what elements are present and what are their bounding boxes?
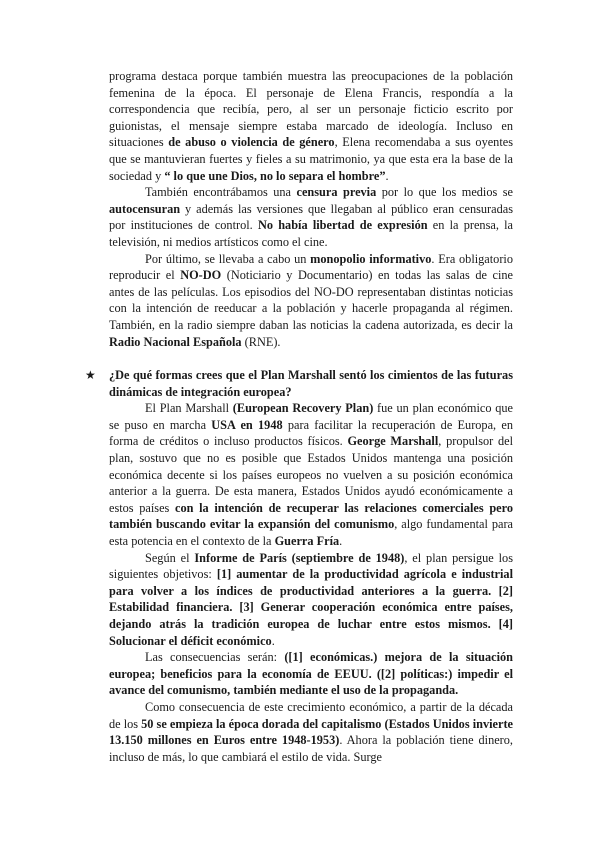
paragraph-objectives bbox=[109, 550, 513, 650]
text-run: . bbox=[385, 168, 389, 183]
bold-run: George Marshall bbox=[347, 434, 439, 449]
bold-run: USA en 1948 bbox=[211, 417, 283, 432]
bold-run: NO-DO bbox=[180, 268, 222, 283]
bold-run: 50 se empieza la época dorada del capitalismo (Estados Unidos invierte 13.150 millones en Euros entre 1948-1953) bbox=[109, 716, 513, 748]
paragraph-censorship bbox=[109, 184, 513, 250]
text-run: . bbox=[339, 534, 343, 549]
text-run: Según el bbox=[145, 550, 195, 565]
question-text: ¿De qué formas crees que el Plan Marshall sentó los cimientos de las futuras dinámicas de integración europea? bbox=[109, 368, 513, 399]
text-run: Las consecuencias serán: bbox=[145, 650, 285, 665]
text-run: , Elena recomendaba a sus oyentes que se mantuvieran fuertes y fieles a su matrimonio, ya que esta era la base de la sociedad y bbox=[109, 135, 513, 183]
bold-run: monopolio informativo bbox=[310, 251, 432, 266]
bold-run: censura previa bbox=[296, 185, 377, 200]
star-bullet-icon: ★ bbox=[85, 368, 96, 383]
bold-run: No había libertad de expresión bbox=[257, 218, 428, 233]
text-run: . Era obligatorio reproducir el bbox=[109, 251, 513, 283]
text-run: y además las versiones que llegaban al público eran censuradas por instituciones de control. bbox=[109, 201, 513, 233]
text-run: (Noticiario y Documentario) en todas las salas de cine antes de las películas. Los episodios del NO-DO representaban distintas noticias con la intención de reeducar a la población y hacerle propaganda al régimen. También, en la radio siempre daban las noticias la cadena autorizada, es decir la bbox=[109, 268, 514, 332]
bold-run: de abuso o violencia de género bbox=[168, 135, 335, 150]
text-run: También encontrábamos una bbox=[145, 185, 297, 200]
text-run: en la prensa, la televisión, ni medios artísticos como el cine. bbox=[109, 218, 513, 249]
bold-run: Radio Nacional Española bbox=[109, 334, 242, 349]
text-run: , algo fundamental para esta potencia en el contexto de la bbox=[109, 517, 514, 549]
question-heading bbox=[85, 367, 513, 400]
paragraph-marshall-plan bbox=[109, 400, 513, 549]
bold-run: Guerra Fría bbox=[274, 534, 340, 549]
text-run: fue un plan económico que se puso en marcha bbox=[109, 401, 513, 432]
bold-run: Informe de París (septiembre de 1948) bbox=[194, 550, 405, 565]
text-run: (RNE). bbox=[241, 334, 281, 349]
text-run: , el plan persigue los siguientes objetivos: bbox=[109, 550, 513, 582]
text-run: Como consecuencia de este crecimiento económico, a partir de la década de los bbox=[109, 699, 513, 731]
bold-run: con la intención de recuperar las relaciones comerciales pero también buscando evitar la expansión del comunismo bbox=[109, 500, 514, 532]
document-page bbox=[85, 68, 514, 765]
bold-run: (European Recovery Plan) bbox=[232, 401, 374, 416]
paragraph-monopoly bbox=[109, 251, 513, 351]
paragraph-consequences bbox=[109, 649, 513, 699]
text-run: . Ahora la población tiene dinero, incluso de más, lo que cambiará el estilo de vida. Surge bbox=[109, 733, 513, 764]
text-run: por lo que los medios se bbox=[376, 185, 514, 200]
bold-run: [1] aumentar de la productividad agrícola e industrial para volver a los índices de productividad anteriores a la guerra. [2] Estabilidad financiera. [3] Generar cooperación económica entre países, dejando atrás la tradición europea de luchar entre estos mismos. [4] Solucionar el déficit económico bbox=[109, 567, 513, 648]
bold-run: “ lo que une Dios, no lo separa el hombre” bbox=[164, 168, 386, 183]
bold-run: autocensuran bbox=[109, 201, 181, 216]
text-run: Por último, se llevaba a cabo un bbox=[145, 251, 311, 266]
text-run: El Plan Marshall bbox=[145, 401, 233, 416]
text-run: programa destaca porque también muestra las preocupaciones de la población femenina de la época. El personaje de Elena Francis, respondía a la correspondencia que recibía, pero, al ser un personaje ficticio escrito por guionistas, el mensaje siempre estaba marcado de ideología. Incluso en situaciones bbox=[109, 69, 513, 150]
paragraph-radio-program bbox=[109, 68, 513, 184]
text-run: . bbox=[271, 633, 275, 648]
bold-run: ([1] económicas.) mejora de la situación europea; beneficios para la economía de EEUU. ([2] políticas:) impedir el avance del comunismo, también mediante el uso de la propaganda. bbox=[109, 650, 514, 698]
text-run: , propulsor del plan, sostuvo que no es posible que Estados Unidos mantenga una posición económica decente si los países europeos no vuelven a su posición económica anterior a la guerra. De esta manera, Estados Unidos ayudó económicamente a estos países bbox=[109, 434, 513, 515]
text-run: para facilitar la recuperación de Europa, en forma de créditos o incluso productos físicos. bbox=[109, 417, 513, 449]
paragraph-golden-age bbox=[109, 699, 513, 765]
